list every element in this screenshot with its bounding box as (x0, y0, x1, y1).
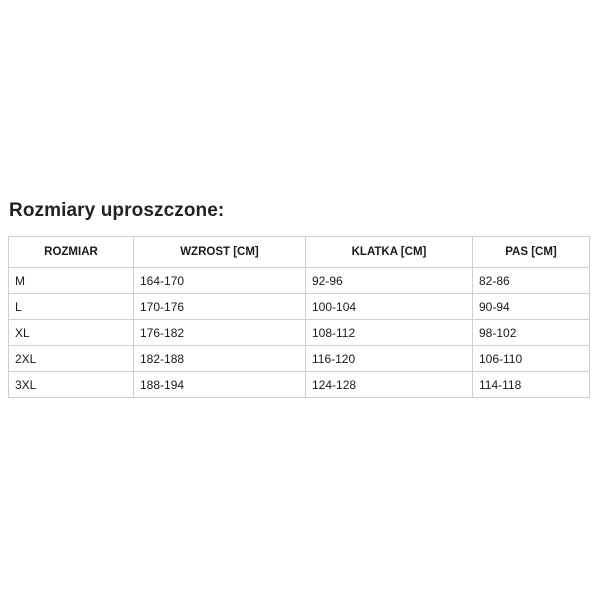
table-header-row (9, 237, 590, 268)
table-cell: 182-188 (134, 346, 306, 372)
table-cell: 3XL (9, 372, 134, 398)
table-row (9, 346, 590, 372)
table-cell: 124-128 (306, 372, 473, 398)
table-cell: 170-176 (134, 294, 306, 320)
table-cell: 164-170 (134, 268, 306, 294)
table-cell: 114-118 (473, 372, 590, 398)
table-row (9, 320, 590, 346)
page-title: Rozmiary uproszczone: (9, 200, 225, 221)
table-cell: 82-86 (473, 268, 590, 294)
table-cell: 108-112 (306, 320, 473, 346)
table-cell: L (9, 294, 134, 320)
table-row (9, 372, 590, 398)
table-row (9, 268, 590, 294)
table-cell: 116-120 (306, 346, 473, 372)
table-cell: 92-96 (306, 268, 473, 294)
column-header-size: ROZMIAR (9, 237, 134, 268)
column-header-waist: PAS [CM] (473, 237, 590, 268)
table-cell: 188-194 (134, 372, 306, 398)
table-cell: 106-110 (473, 346, 590, 372)
table-cell: 90-94 (473, 294, 590, 320)
size-table (8, 236, 590, 398)
table-row (9, 294, 590, 320)
column-header-chest: KLATKA [CM] (306, 237, 473, 268)
table-cell: XL (9, 320, 134, 346)
column-header-height: WZROST [CM] (134, 237, 306, 268)
table-cell: M (9, 268, 134, 294)
table-cell: 98-102 (473, 320, 590, 346)
table-cell: 2XL (9, 346, 134, 372)
table-cell: 176-182 (134, 320, 306, 346)
table-cell: 100-104 (306, 294, 473, 320)
